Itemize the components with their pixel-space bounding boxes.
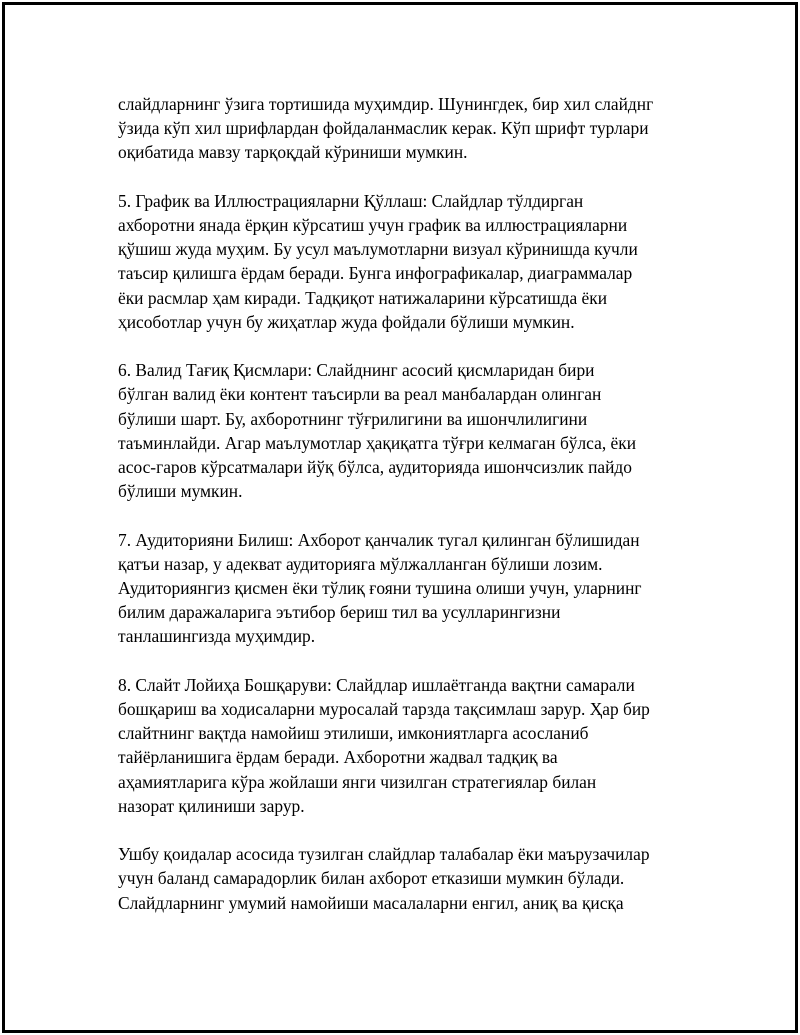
text-line: слайдларнинг ўзига тортишида муҳимдир. Шунингдек, бир хил слайднг	[118, 94, 654, 114]
text-line: тайёрланишига ёрдам беради. Ахборотни жадвал тадқиқ ва	[118, 747, 558, 768]
text-line: танлашингизда муҳимдир.	[118, 626, 316, 647]
text-line: ёки расмлар ҳам киради. Тадқиқот натижаларини кўрсатишда ёки	[118, 287, 608, 308]
text-line: билим даражаларига эътибор бериш тил ва усулларингизни	[118, 602, 561, 623]
text-line: таъсир қилишга ёрдам беради. Бунга инфографикалар, диаграммалар	[118, 263, 633, 284]
paragraph-item-6	[118, 358, 698, 503]
text-line: оқибатида мавзу тарқоқдай кўриниши мумкин.	[118, 142, 468, 163]
text-line: 7. Аудиторияни Билиш: Ахборот қанчалик тугал қилинган бўлишидан	[118, 529, 640, 550]
text-line: бўлган валид ёки контент таъсирли ва реал манбалардан олинган	[118, 384, 602, 405]
text-line: қўшиш жуда муҳим. Бу усул маълумотларни визуал кўринишда кучли	[118, 239, 638, 260]
paragraph-item-8	[118, 673, 698, 818]
text-line: слайтнинг вақтда намойиш этилиши, имкониятларга асосланиб	[118, 723, 589, 744]
text-line: ҳисоботлар учун бу жиҳатлар жуда фойдали бўлиши мумкин.	[118, 311, 575, 332]
text-line: Аудиториянгиз қисмен ёки тўлиқ ғояни тушина олиши учун, уларнинг	[118, 578, 642, 599]
text-line: бошқариш ва ходисаларни муросалай тарзда тақсимлаш зарур. Ҳар бир	[118, 699, 650, 720]
text-line: Слайдларнинг умумий намойиши масалаларни енгил, аниқ ва қисқа	[118, 892, 624, 913]
text-line: бўлиши шарт. Бу, ахборотнинг тўғрилигини ва ишончлилигини	[118, 408, 588, 429]
paragraph-item-5	[118, 189, 698, 334]
text-line: 5. График ва Иллюстрацияларни Қўллаш: Слайдлар тўлдирган	[118, 190, 584, 211]
text-line: аҳамиятларига кўра жойлаши янги чизилган стратегиялар билан	[118, 771, 597, 792]
document-body	[118, 92, 698, 939]
text-line: қатъи назар, у адекват аудиторияга мўлжалланган бўлиши лозим.	[118, 553, 603, 574]
text-line: 6. Валид Тағиқ Қисмлари: Слайднинг асосий қисмларидан бири	[118, 360, 595, 381]
text-line: 8. Слайт Лойиҳа Бошқаруви: Слайдлар ишлаётганда вақтни самарали	[118, 674, 635, 695]
paragraph-item-7	[118, 528, 698, 649]
text-line: Ушбу қоидалар асосида тузилган слайдлар талабалар ёки маърузачилар	[118, 844, 650, 865]
text-line: бўлиши мумкин.	[118, 481, 243, 502]
text-line: асос-гаров кўрсатмалари йўқ бўлса, аудиторияда ишончсизлик пайдо	[118, 457, 632, 478]
text-line: назорат қилиниши зарур.	[118, 795, 305, 816]
text-line: учун баланд самарадорлик билан ахборот етказиши мумкин бўлади.	[118, 868, 625, 889]
paragraph-intro-continuation	[118, 92, 698, 165]
text-line: ахборотни янада ёрқин кўрсатиш учун график ва иллюстрацияларни	[118, 215, 628, 235]
text-line: таъминлайди. Агар маълумотлар ҳақиқатга тўғри келмаган бўлса, ёки	[118, 432, 636, 453]
paragraph-conclusion	[118, 842, 698, 915]
text-line: ўзида кўп хил шрифлардан фойдаланмаслик керак. Кўп шрифт турлари	[118, 118, 649, 139]
